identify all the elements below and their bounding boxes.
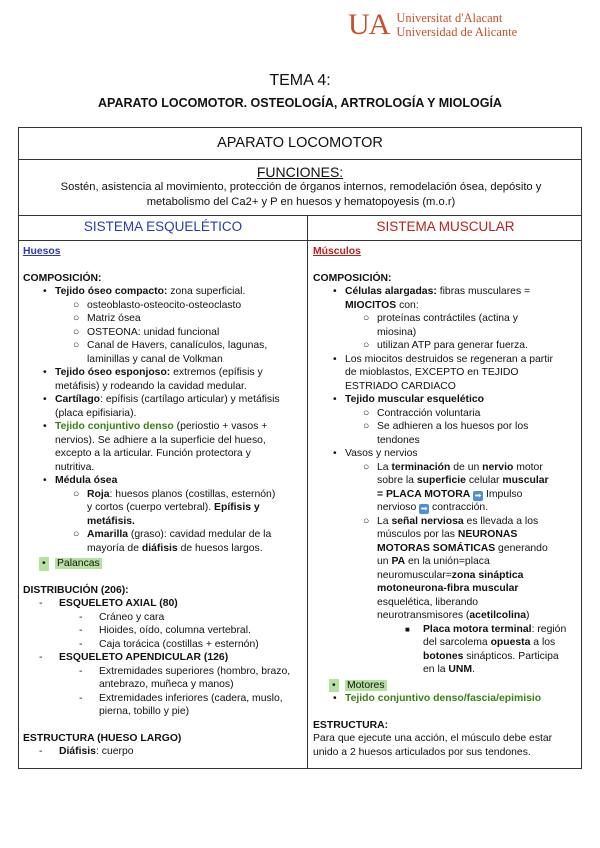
funciones-body: Sostén, asistencia al movimiento, protección de órganos internos, remodelación ósea, depósito y metabolismo del Ca2+ y P en huesos y hematopoyesis (m.o.r) bbox=[60, 181, 542, 208]
list-item: ■ Placa motora terminal: región del sarcolema opuesta a los botones sinápticos. Participa en la UNM. bbox=[405, 623, 567, 675]
bullet-icon: • bbox=[333, 353, 337, 365]
circle-bullet-icon: ○ bbox=[73, 326, 80, 338]
funciones-title: FUNCIONES: bbox=[256, 164, 344, 180]
table-header: APARATO LOCOMOTOR bbox=[19, 128, 581, 160]
divider bbox=[19, 240, 581, 241]
bullet-icon: • bbox=[39, 557, 49, 571]
right-column bbox=[313, 245, 579, 759]
estructura-heading: ESTRUCTURA: bbox=[313, 719, 389, 731]
list-item: • Los miocitos destruidos se regeneran a partir de mioblastos, EXCEPTO en TEJIDO ESTRIADO CARDIACO bbox=[333, 353, 553, 392]
dash-icon: - bbox=[79, 625, 83, 636]
circle-bullet-icon: ○ bbox=[73, 340, 80, 351]
circle-bullet-icon: ○ bbox=[73, 529, 80, 540]
dash-icon: - bbox=[39, 652, 43, 663]
list-item: • Palancas bbox=[23, 557, 303, 571]
list-item: ○ Canal de Havers, canalículos, lagunas, laminillas y canal de Volkman bbox=[73, 340, 268, 365]
list-item: ○ utilizan ATP para generar fuerza. bbox=[363, 340, 528, 351]
estructura-text: Para que ejecute una acción, el músculo debe estar unido a 2 huesos articulados por sus tendones. bbox=[313, 733, 553, 758]
list-item: • Tejido óseo esponjoso: extremos (epífisis y metáfisis) y rodeando la cavidad medular. bbox=[43, 367, 263, 392]
list-item: ○ Contracción voluntaria bbox=[363, 407, 481, 419]
circle-bullet-icon: ○ bbox=[363, 515, 370, 527]
list-item: - Hioides, oído, columna vertebral. bbox=[79, 625, 251, 636]
bullet-icon: • bbox=[329, 679, 339, 693]
list-item: ○ Amarilla (graso): cavidad medular de la mayoría de diáfisis de huesos largos. bbox=[73, 529, 272, 554]
list-item: • Vasos y nervios bbox=[333, 448, 418, 459]
bullet-icon: • bbox=[43, 421, 47, 432]
sistema-esqueletico-title: SISTEMA ESQUELÉTICO bbox=[83, 219, 243, 234]
dash-icon: - bbox=[39, 746, 43, 757]
list-item: - Extremidades superiores (hombro, brazo, antebrazo, muñeca y manos) bbox=[79, 665, 291, 690]
composicion-heading: COMPOSICIÓN: bbox=[313, 272, 392, 284]
bullet-icon: • bbox=[43, 367, 47, 378]
bullet-icon: • bbox=[43, 394, 47, 405]
list-item: ○ OSTEONA: unidad funcional bbox=[73, 326, 220, 338]
list-item: ○ La terminación de un nervio motor sobre la superficie celular muscular = PLACA MOTORA ➡ Impulso nervioso ➡ contracción. bbox=[363, 461, 549, 513]
circle-bullet-icon: ○ bbox=[363, 461, 370, 473]
arrow-right-icon: ➡ bbox=[474, 490, 482, 500]
list-item: - Diáfisis: cuerpo bbox=[39, 746, 134, 757]
column-divider bbox=[307, 215, 308, 768]
ua-logo-mark: UA bbox=[348, 8, 390, 41]
list-item: ○ Roja: huesos planos (costillas, esternón) y cortos (cuerpo vertebral). Epífisis y metáfisis. bbox=[73, 488, 276, 527]
list-item: ○ osteoblasto-osteocito-osteoclasto bbox=[73, 299, 242, 311]
content-table bbox=[18, 127, 582, 769]
dash-icon: - bbox=[39, 598, 43, 609]
list-item: • Cartílago: epífisis (cartílago articular) y metáfisis (placa epifisiaria). bbox=[43, 394, 280, 419]
dash-icon: - bbox=[79, 611, 83, 623]
list-item: • Tejido conjuntivo denso/fascia/epimisio bbox=[333, 693, 542, 704]
bullet-icon: • bbox=[333, 286, 337, 297]
list-item: • Células alargadas: fibras musculares = MIOCITOS con: bbox=[333, 286, 531, 311]
logo-text bbox=[396, 11, 517, 39]
list-item: • Médula ósea bbox=[43, 475, 118, 486]
list-item: - ESQUELETO APENDICULAR (126) bbox=[39, 652, 229, 663]
arrow-right-icon: ➡ bbox=[420, 504, 428, 513]
page-subtitle: APARATO LOCOMOTOR. OSTEOLOGÍA, ARTROLOGÍA Y MIOLOGÍA bbox=[98, 96, 502, 110]
list-item: • Tejido muscular esquelético bbox=[333, 394, 484, 405]
circle-bullet-icon: ○ bbox=[73, 488, 80, 500]
divider bbox=[19, 215, 581, 216]
musculos-heading: Músculos bbox=[313, 246, 361, 257]
sistema-muscular-title: SISTEMA MUSCULAR bbox=[376, 219, 515, 234]
bullet-icon: • bbox=[333, 693, 337, 704]
dash-icon: - bbox=[79, 665, 83, 677]
distribucion-heading: DISTRIBUCIÓN (206): bbox=[23, 584, 129, 596]
list-item: ○ Matriz ósea bbox=[73, 313, 141, 324]
circle-bullet-icon: ○ bbox=[363, 340, 370, 351]
bullet-icon: • bbox=[43, 475, 47, 486]
bullet-icon: • bbox=[333, 448, 337, 459]
list-item: ○ La señal nerviosa es llevada a los músculos por las NEURONAS MOTORAS SOMÁTICAS generando un PA en la unión=placa neuromuscular=zona sináptica motoneurona-fibra muscular esquelética, liberando neurotransmisores (acetilcolina) bbox=[363, 515, 548, 621]
circle-bullet-icon: ○ bbox=[73, 313, 80, 324]
circle-bullet-icon: ○ bbox=[363, 313, 370, 324]
huesos-heading: Huesos bbox=[23, 246, 61, 257]
circle-bullet-icon: ○ bbox=[73, 299, 80, 311]
circle-bullet-icon: ○ bbox=[363, 407, 370, 419]
list-item: • Motores bbox=[313, 679, 579, 693]
list-item: • Tejido conjuntivo denso (periostio + vasos + nervios). Se adhiere a la superficie del hueso, excepto a la articular. Función protectora y nutritiva. bbox=[43, 421, 268, 473]
circle-bullet-icon: ○ bbox=[363, 421, 370, 432]
dash-icon: - bbox=[79, 638, 83, 650]
university-logo bbox=[348, 10, 517, 40]
list-item: - Cráneo y cara bbox=[79, 611, 165, 623]
left-column bbox=[23, 245, 303, 759]
bullet-icon: • bbox=[43, 286, 47, 297]
list-item: - Caja torácica (costillas + esternón) bbox=[79, 638, 259, 650]
estructura-heading: ESTRUCTURA (HUESO LARGO) bbox=[23, 732, 182, 744]
list-item: - Extremidades inferiores (cadera, muslo, pierna, tobillo y pie) bbox=[79, 692, 283, 717]
list-item: ○ Se adhieren a los huesos por los tendones bbox=[363, 421, 529, 446]
list-item: - ESQUELETO AXIAL (80) bbox=[39, 598, 178, 609]
list-item: • Tejido óseo compacto: zona superficial. bbox=[43, 286, 246, 297]
logo-line-2: Universidad de Alicante bbox=[396, 25, 518, 39]
square-bullet-icon: ■ bbox=[405, 624, 410, 634]
page-title: TEMA 4: bbox=[269, 72, 331, 89]
bullet-icon: • bbox=[333, 394, 337, 405]
list-item: ○ proteínas contráctiles (actina y miosina) bbox=[363, 313, 518, 338]
dash-icon: - bbox=[79, 692, 83, 704]
composicion-heading: COMPOSICIÓN: bbox=[23, 272, 102, 284]
logo-line-1: Universitat d'Alacant bbox=[396, 11, 503, 25]
